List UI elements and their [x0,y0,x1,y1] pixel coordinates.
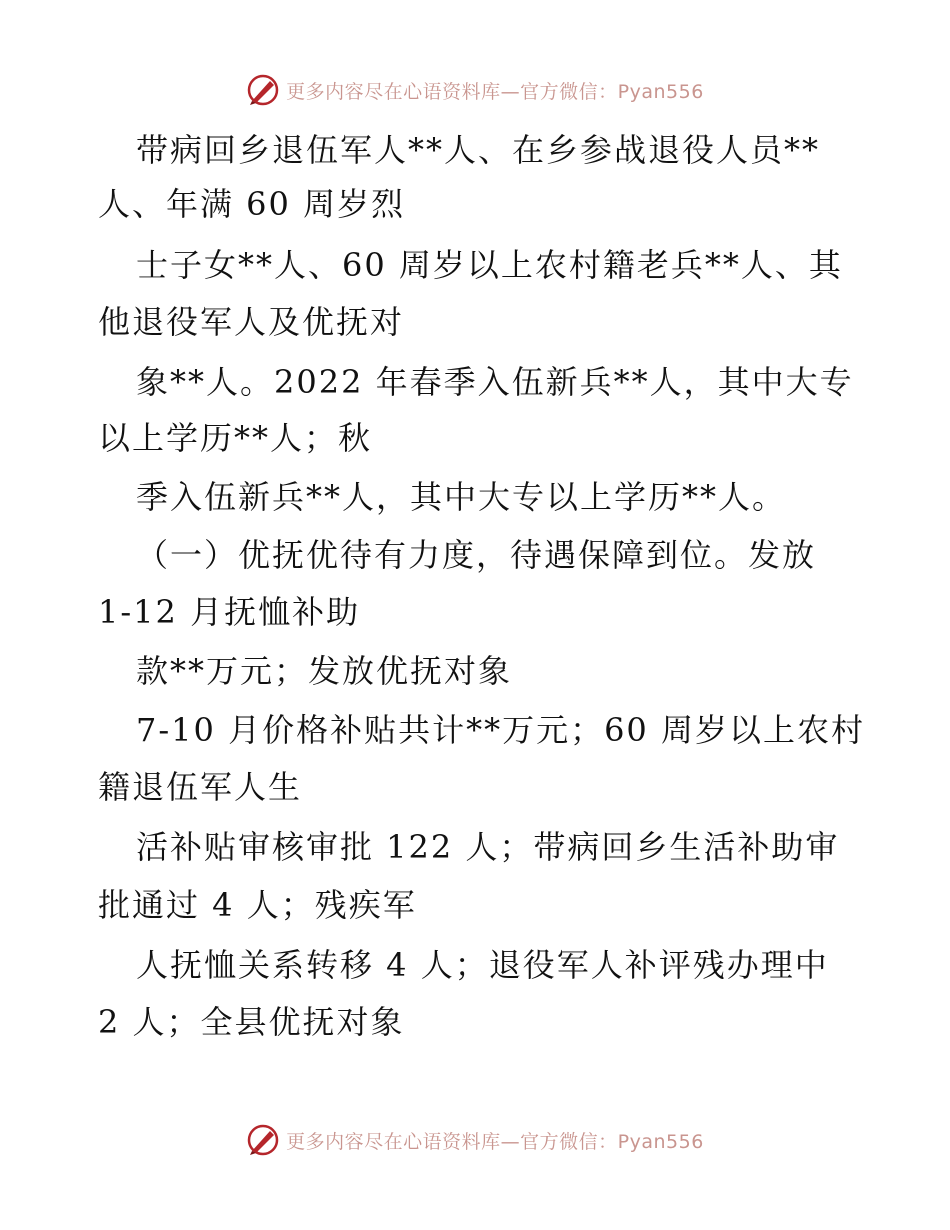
body-line: 2 人；全县优抚对象 [98,1003,405,1041]
body-line: 批通过 4 人；残疾军 [98,886,417,924]
body-line: 以上学历**人；秋 [98,419,373,457]
pen-logo-icon [246,1123,280,1157]
body-line: 1-12 月抚恤补助 [98,593,361,631]
header-watermark [0,70,950,110]
body-line: 7-10 月价格补贴共计**万元；60 周岁以上农村 [136,711,865,749]
body-line: 籍退伍军人生 [98,768,303,806]
body-line: 活补贴审核审批 122 人；带病回乡生活补助审 [136,828,840,866]
body-line: 他退役军人及优抚对 [98,303,405,341]
footer-watermark [0,1120,950,1160]
body-line: 人、年满 60 周岁烈 [98,185,406,223]
pen-logo-icon [246,73,280,107]
body-line: 人抚恤关系转移 4 人；退役军人补评残办理中 [136,946,829,984]
body-line: 象**人。2022 年春季入伍新兵**人，其中大专 [136,363,854,401]
watermark-text: 更多内容尽在心语资料库—官方微信：Pyan556 [286,1130,704,1153]
body-line: 士子女**人、60 周岁以上农村籍老兵**人、其 [136,246,843,284]
body-line: 款**万元；发放优抚对象 [136,652,513,690]
watermark-text: 更多内容尽在心语资料库—官方微信：Pyan556 [286,80,704,103]
body-line: 带病回乡退伍军人**人、在乡参战退役人员** [136,131,821,169]
body-line: （一）优抚优待有力度，待遇保障到位。发放 [136,536,817,574]
body-line: 季入伍新兵**人，其中大专以上学历**人。 [136,478,787,516]
